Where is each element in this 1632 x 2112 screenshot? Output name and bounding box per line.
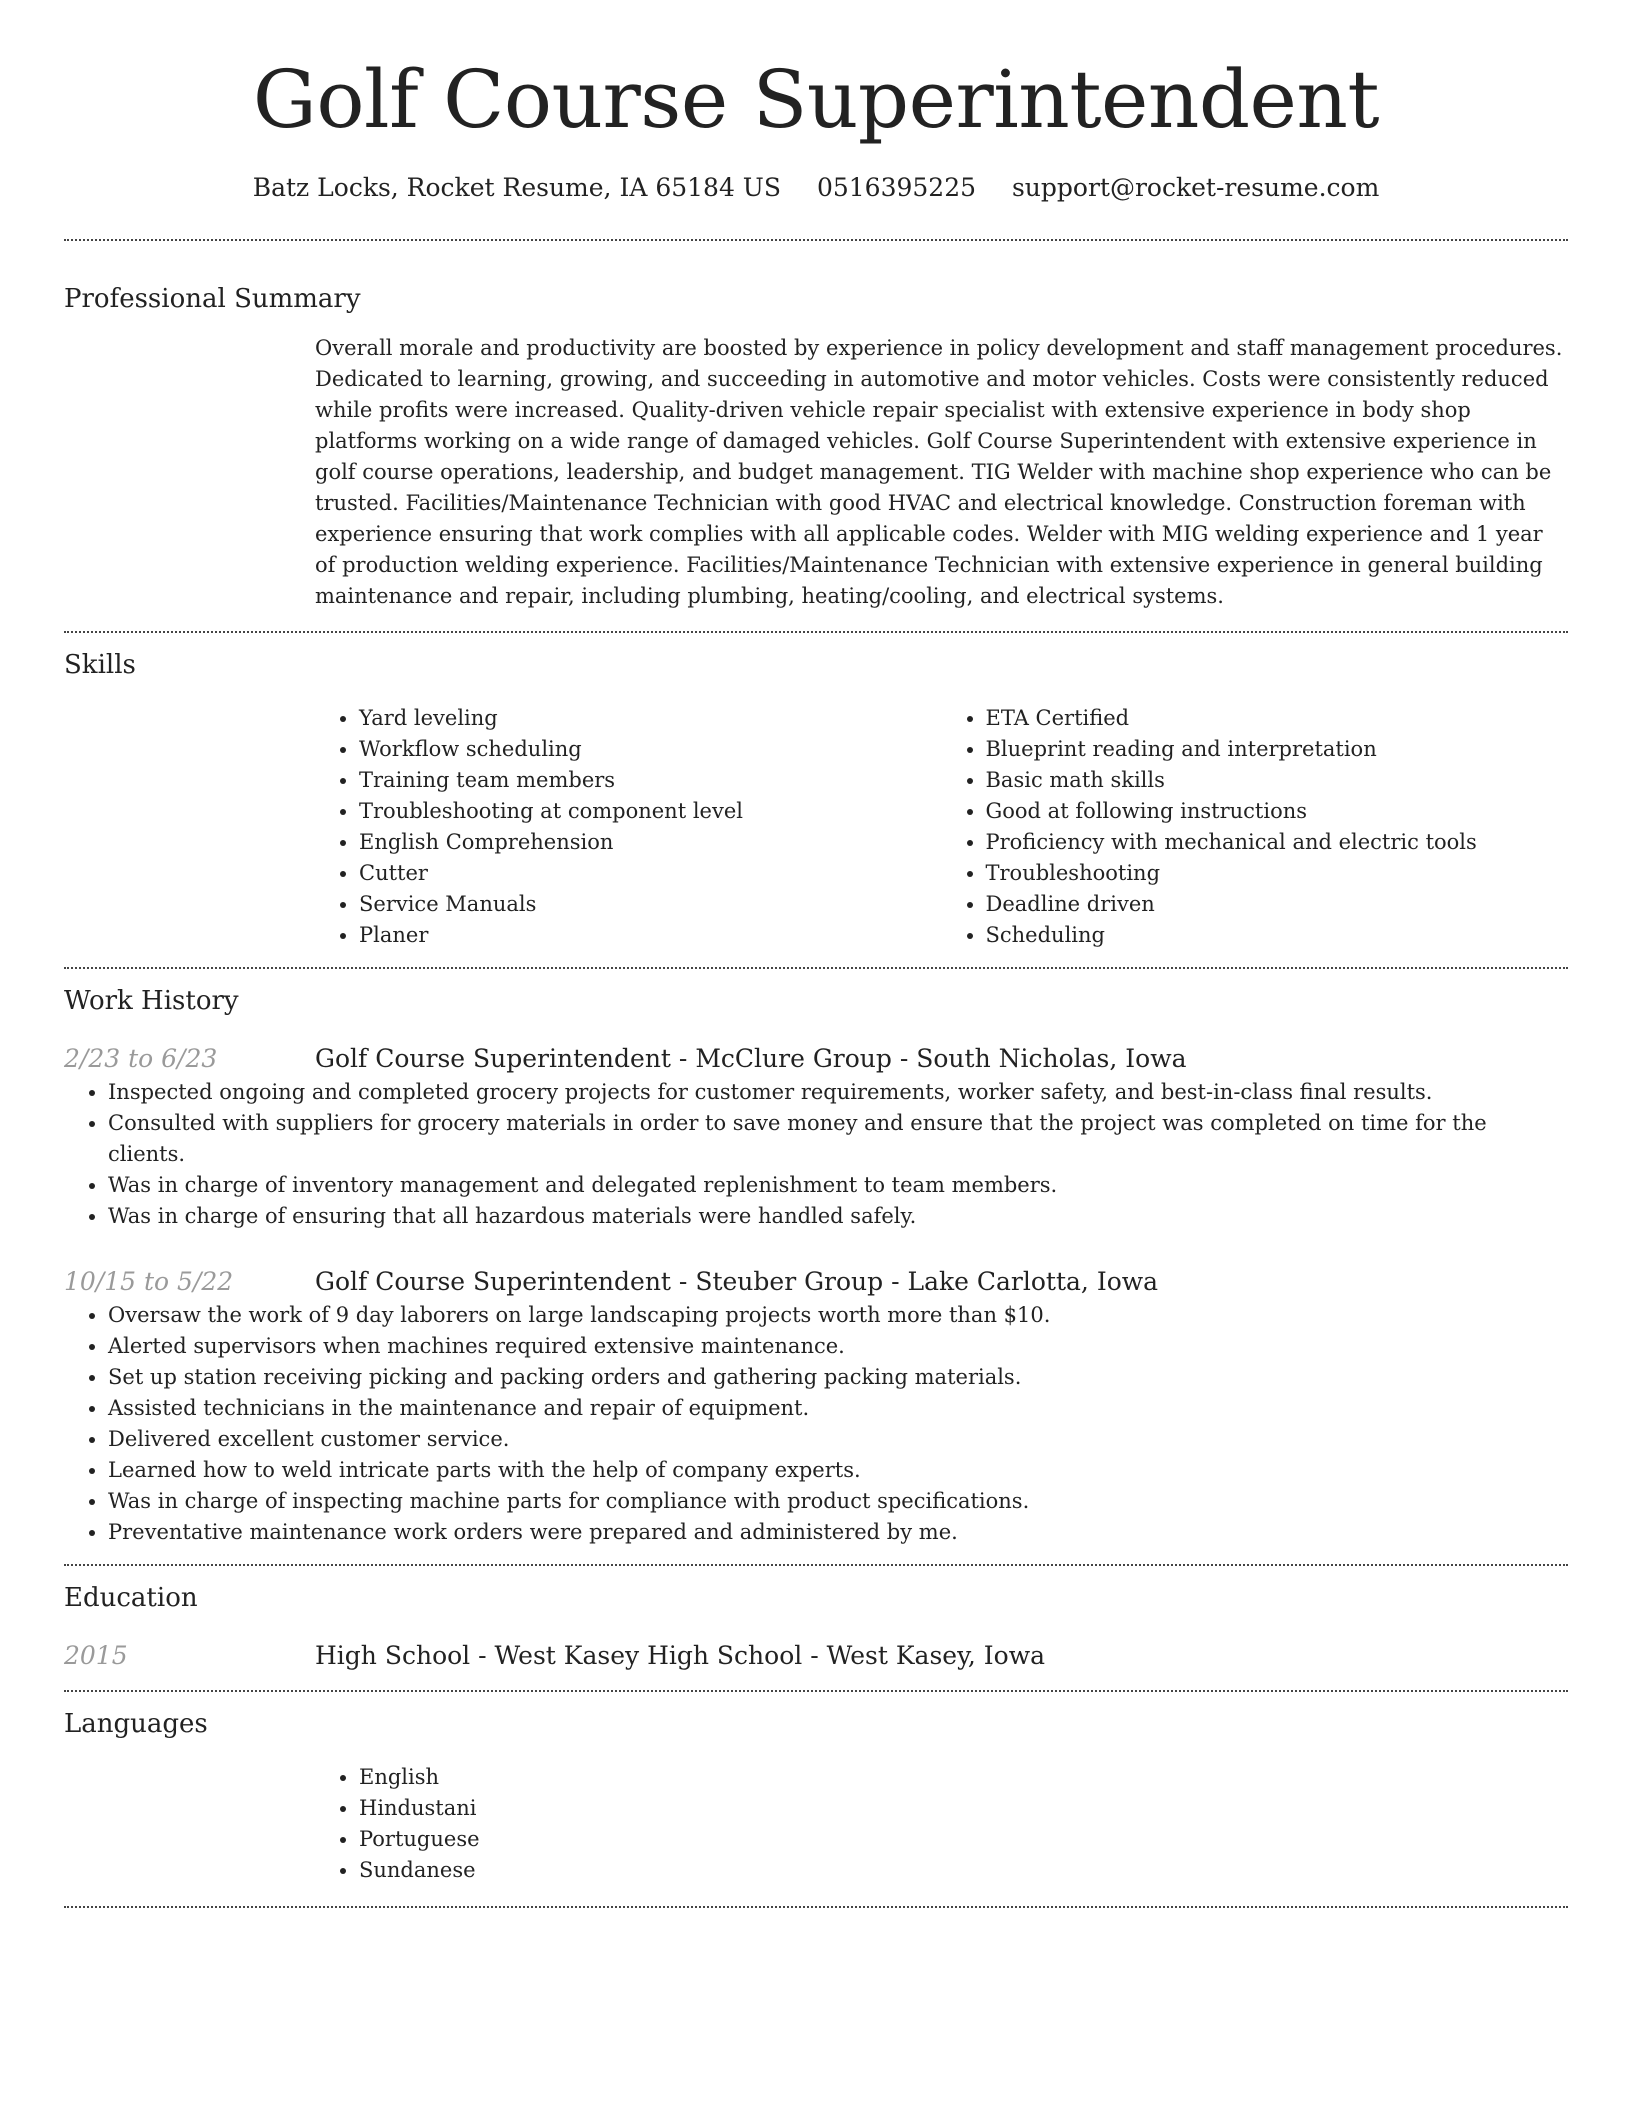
summary-heading: Professional Summary [64, 284, 361, 314]
job-entry [64, 1264, 1568, 1548]
contact-phone: 0516395225 [816, 173, 977, 202]
languages-heading: Languages [64, 1709, 208, 1739]
job-title: Golf Course Superintendent - Steuber Group - Lake Carlotta, Iowa [315, 1267, 1159, 1296]
skill-item: • Troubleshooting at component level [359, 796, 942, 827]
language-item: • Portuguese [359, 1824, 1568, 1855]
summary-text: Overall morale and productivity are boosted by experience in policy development and staff management procedures. Dedicated to learning, growing, and succeeding in automotive and motor vehicles. Costs were consistently reduced while profits were increased. Quality-driven vehicle repair specialist with extensive experience in body shop platforms working on a wide range of damaged vehicles. Golf Course Superintendent with extensive experience in golf course operations, leadership, and budget management. TIG Welder with machine shop experience who can be trusted. Facilities/Maintenance Technician with good HVAC and electrical knowledge. Construction foreman with experience ensuring that work complies with all applicable codes. Welder with MIG welding experience and 1 year of production welding experience. Facilities/Maintenance Technician with extensive experience in general building maintenance and repair, including plumbing, heating/cooling, and electrical systems. [315, 336, 1563, 608]
languages-block [315, 1762, 1568, 1906]
skill-item: • English Comprehension [359, 827, 942, 858]
skill-item: • Planer [359, 920, 942, 951]
job-bullet: • Learned how to weld intricate parts with the help of company experts. [108, 1455, 1568, 1486]
summary-section [64, 241, 1568, 631]
skill-item: • Proficiency with mechanical and electric tools [986, 827, 1569, 858]
skill-item: • Workflow scheduling [359, 734, 942, 765]
skill-item: • Blueprint reading and interpretation [986, 734, 1569, 765]
contact-address: Batz Locks, Rocket Resume, IA 65184 US [252, 173, 781, 202]
job-bullet: • Was in charge of ensuring that all hazardous materials were handled safely. [108, 1201, 1568, 1232]
job-bullet: • Set up station receiving picking and packing orders and gathering packing materials. [108, 1362, 1568, 1393]
job-bullets [64, 1077, 1568, 1232]
language-item: • Hindustani [359, 1793, 1568, 1824]
education-section [64, 1566, 1568, 1690]
divider [64, 1906, 1568, 1908]
job-bullet: • Delivered excellent customer service. [108, 1424, 1568, 1455]
skill-item: • Basic math skills [986, 765, 1569, 796]
work-history-heading: Work History [64, 986, 239, 1016]
job-dates: 10/15 to 5/22 [64, 1267, 234, 1296]
skill-item: • ETA Certified [986, 703, 1569, 734]
job-bullet: • Assisted technicians in the maintenance and repair of equipment. [108, 1393, 1568, 1424]
skill-item: • Good at following instructions [986, 796, 1569, 827]
skills-list-right [942, 703, 1569, 951]
education-year: 2015 [64, 1641, 128, 1670]
job-bullet: • Was in charge of inventory management and delegated replenishment to team members. [108, 1170, 1568, 1201]
job-bullet: • Was in charge of inspecting machine parts for compliance with product specifications. [108, 1486, 1568, 1517]
skill-item: • Scheduling [986, 920, 1569, 951]
languages-list [315, 1762, 1568, 1886]
job-bullet: • Inspected ongoing and completed grocery projects for customer requirements, worker safety, and best-in-class final results. [108, 1077, 1568, 1108]
contact-line [64, 170, 1568, 206]
skill-item: • Cutter [359, 858, 942, 889]
work-history-section [64, 969, 1568, 1564]
language-item: • English [359, 1762, 1568, 1793]
skills-columns [315, 703, 1568, 967]
contact-email: support@rocket-resume.com [1011, 173, 1380, 202]
skill-item: • Yard leveling [359, 703, 942, 734]
skills-heading: Skills [64, 650, 136, 680]
job-bullets [64, 1300, 1568, 1548]
education-title: High School - West Kasey High School - West Kasey, Iowa [315, 1641, 1045, 1670]
job-dates: 2/23 to 6/23 [64, 1044, 218, 1073]
education-heading: Education [64, 1583, 198, 1613]
resume-page [64, 0, 1568, 1908]
job-bullet: • Preventative maintenance work orders were prepared and administered by me. [108, 1517, 1568, 1548]
job-title: Golf Course Superintendent - McClure Group - South Nicholas, Iowa [315, 1044, 1187, 1073]
language-item: • Sundanese [359, 1855, 1568, 1886]
languages-section [64, 1692, 1568, 1906]
skill-item: • Training team members [359, 765, 942, 796]
job-header [64, 1264, 1568, 1300]
education-entry [64, 1638, 1568, 1690]
skills-list-left [315, 703, 942, 951]
job-header [64, 1041, 1568, 1077]
job-bullet: • Consulted with suppliers for grocery materials in order to save money and ensure that the project was completed on time for the clients. [108, 1108, 1568, 1170]
skills-section [64, 633, 1568, 967]
skill-item: • Service Manuals [359, 889, 942, 920]
job-bullet: • Alerted supervisors when machines required extensive maintenance. [108, 1331, 1568, 1362]
skill-item: • Troubleshooting [986, 858, 1569, 889]
job-bullet: • Oversaw the work of 9 day laborers on large landscaping projects worth more than $10. [108, 1300, 1568, 1331]
candidate-name: Golf Course Superintendent [252, 53, 1380, 146]
job-entry [64, 1041, 1568, 1232]
skill-item: • Deadline driven [986, 889, 1569, 920]
